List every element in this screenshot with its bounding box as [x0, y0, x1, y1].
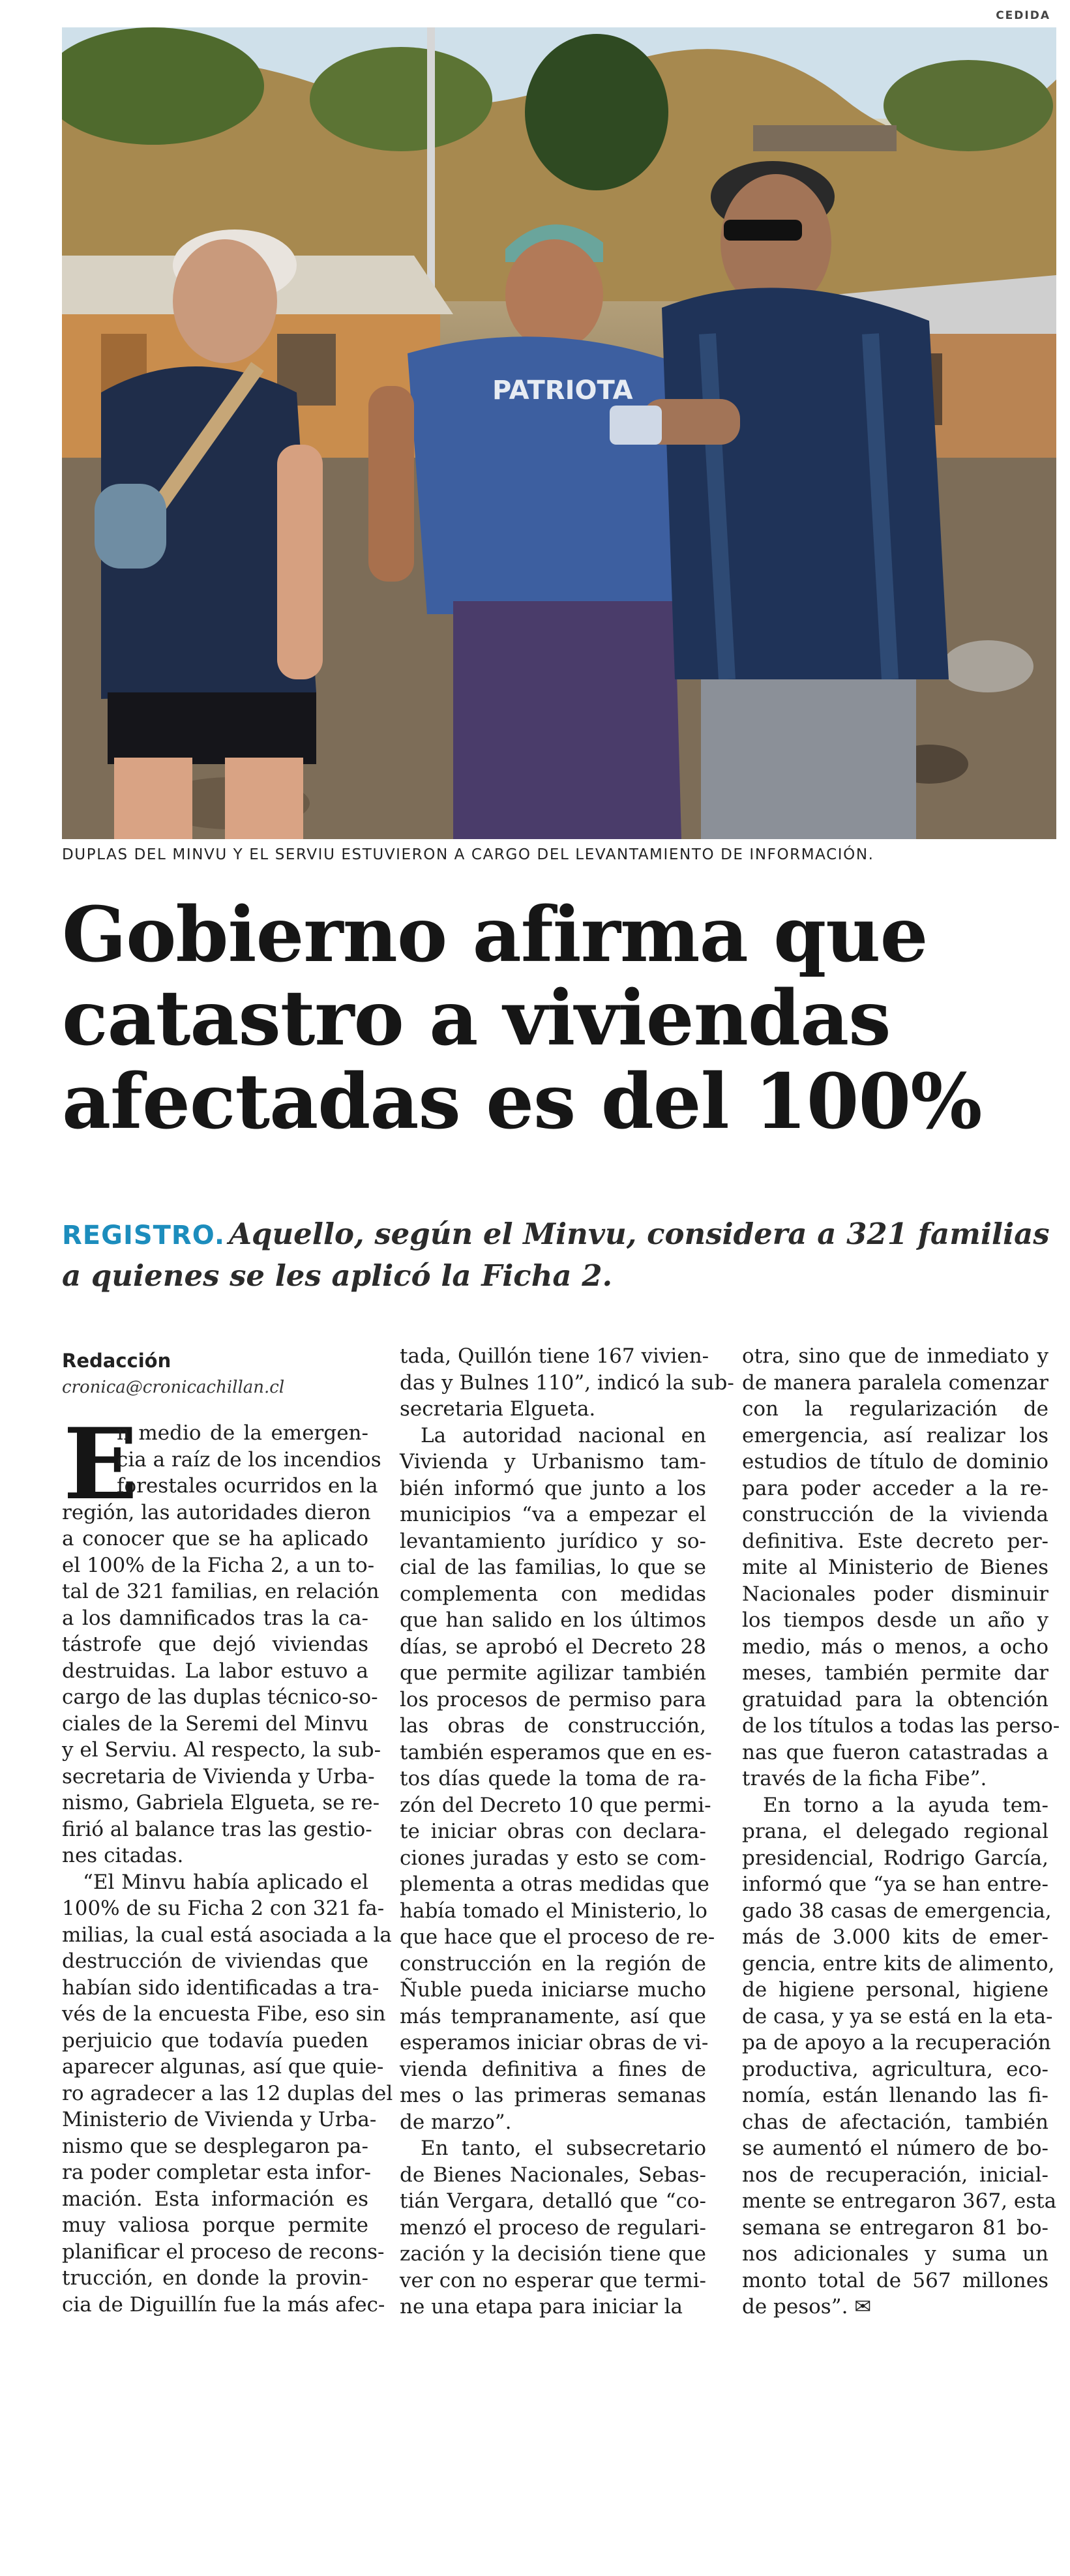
column-line: tástrofe que dejó viviendas	[62, 1633, 368, 1656]
column-line: ciales de la Seremi del Minvu	[62, 1711, 368, 1736]
column-line: bién informó que junto a los	[400, 1476, 706, 1500]
column-line: Ministerio de Vivienda y Urba-	[62, 2108, 377, 2131]
column-line: construcción en la región de	[400, 1951, 706, 1976]
headline-line: afectadas es del 100%	[62, 1058, 982, 1146]
column-line: que hace que el proceso de re-	[400, 1925, 715, 1949]
column-line: más tempranamente, así que	[400, 2004, 706, 2028]
column-line: En tanto, el subsecretario	[421, 2137, 706, 2160]
column-line: nos adicionales y suma un	[742, 2242, 1048, 2266]
column-line: chas de afectación, también	[742, 2110, 1048, 2134]
column-line: medio, más o menos, a ocho	[742, 1635, 1048, 1659]
headline-line: catastro a viviendas	[62, 974, 891, 1063]
column-line: En torno a la ayuda tem-	[763, 1793, 1048, 1817]
column-line: habían sido identificadas a tra-	[62, 1976, 379, 2000]
dropcap-letter: E	[63, 1407, 138, 1522]
column-line: muy valiosa porque permite	[62, 2213, 368, 2237]
column-line: zón del Decreto 10 que permi-	[400, 1793, 711, 1817]
column-line: nas que fueron catastradas a	[742, 1740, 1048, 1764]
column-line: de Bienes Nacionales, Sebas-	[400, 2163, 706, 2187]
column-line: través de la ficha Fibe”.	[742, 1767, 987, 1790]
author-email[interactable]: cronica@cronicachillan.cl	[62, 1378, 285, 1397]
column-line: secretaria Elgueta.	[400, 1397, 596, 1421]
column-line: otra, sino que de inmediato y	[742, 1344, 1048, 1368]
column-line: mación. Esta información es	[62, 2187, 368, 2211]
column-line: emergencia, así realizar los	[742, 1423, 1048, 1447]
column-line: presidencial, Rodrigo García,	[742, 1846, 1048, 1870]
column-line: construcción de la vivienda	[742, 1503, 1048, 1526]
column-line: definitiva. Este decreto per-	[742, 1529, 1048, 1553]
column-line: ra poder completar esta infor-	[62, 2161, 372, 2184]
article-column-1	[62, 1407, 393, 2318]
column-line: complementa con medidas	[400, 1582, 706, 1606]
column-line: las obras de construcción,	[400, 1714, 706, 1738]
column-line: gado 38 casas de emergencia,	[742, 1899, 1052, 1923]
article-headline	[62, 893, 1056, 1144]
column-line: de marzo”.	[400, 2110, 512, 2134]
column-line: mite al Ministerio de Bienes	[742, 1556, 1048, 1579]
column-line: que han salido en los últimos	[400, 1608, 706, 1632]
column-line: cial de las familias, lo que se	[400, 1556, 706, 1579]
column-line: zación y la decisión tiene que	[400, 2242, 706, 2266]
column-line: tos días quede la toma de ra-	[400, 1767, 706, 1790]
column-line: monto total de 567 millones	[742, 2268, 1048, 2292]
column-line: días, se aprobó el Decreto 28	[400, 1635, 706, 1659]
column-line: ciones juradas y esto se com-	[400, 1846, 706, 1870]
column-line: gratuidad para la obtención	[742, 1687, 1048, 1711]
column-line: 100% de su Ficha 2 con 321 fa-	[62, 1897, 385, 1920]
column-line: a conocer que se ha aplicado	[62, 1527, 368, 1550]
column-line: nes citadas.	[62, 1844, 184, 1867]
column-line: perjuicio que todavía pueden	[62, 2028, 368, 2052]
column-line: gencia, entre kits de alimento,	[742, 1951, 1055, 1976]
column-line: plementa a otras medidas que	[400, 1873, 709, 1896]
column-line: n medio de la emergen-	[117, 1421, 368, 1445]
column-line: de casa, y ya se está en la eta-	[742, 2004, 1053, 2028]
column-line: vés de la encuesta Fibe, eso sin	[62, 2002, 386, 2026]
column-line: que permite agilizar también	[400, 1661, 706, 1685]
column-line: de higiene personal, higiene	[742, 1978, 1048, 2002]
shirt-print-text: PATRIOTA	[492, 376, 633, 406]
column-line: los tiempos desde un año y	[742, 1608, 1048, 1632]
column-line: mente se entregaron 367, esta	[742, 2189, 1057, 2213]
column-line: nos de recuperación, inicial-	[742, 2163, 1048, 2187]
column-line: Nacionales poder disminuir	[742, 1582, 1048, 1606]
article-column-3	[742, 1343, 1060, 2320]
column-line: región, las autoridades dieron	[62, 1500, 371, 1524]
column-line: ver con no esperar que termi-	[400, 2268, 706, 2292]
column-line: había tomado el Ministerio, lo	[400, 1899, 707, 1923]
photo-caption: DUPLAS DEL MINVU Y EL SERVIU ESTUVIERON A CARGO DEL LEVANTAMIENTO DE INFORMACIÓN.	[62, 846, 874, 863]
dek-line: a quienes se les aplicó la Ficha 2.	[62, 1258, 613, 1293]
column-line: esperamos iniciar obras de vi-	[400, 2031, 709, 2054]
column-line: para poder acceder a la re-	[742, 1476, 1048, 1500]
column-line: prana, el delegado regional	[742, 1820, 1048, 1843]
column-line: cargo de las duplas técnico-so-	[62, 1685, 378, 1709]
column-line: planificar el proceso de recons-	[62, 2240, 385, 2264]
column-line: cia a raíz de los incendios	[117, 1447, 381, 1472]
column-line: “El Minvu había aplicado el	[83, 1870, 368, 1894]
column-line: informó que “ya se han entre-	[742, 1873, 1048, 1896]
column-line: das y Bulnes 110”, indicó la sub-	[400, 1370, 734, 1395]
column-line: te iniciar obras con declara-	[400, 1820, 706, 1843]
column-line: los procesos de permiso para	[400, 1687, 706, 1711]
column-line: secretaria de Vivienda y Urba-	[62, 1764, 375, 1788]
column-line: productiva, agricultura, eco-	[742, 2057, 1048, 2081]
column-line: aparecer algunas, así que quie-	[62, 2055, 384, 2079]
column-line: con la regularización de	[742, 1397, 1048, 1421]
column-line: ne una etapa para iniciar la	[400, 2295, 683, 2318]
column-line: más de 3.000 kits de emer-	[742, 1925, 1048, 1949]
column-line: municipios “va a empezar el	[400, 1503, 706, 1526]
column-line: La autoridad nacional en	[421, 1423, 706, 1447]
column-line: tada, Quillón tiene 167 vivien-	[400, 1344, 709, 1368]
column-line: ro agradecer a las 12 duplas del	[62, 2081, 393, 2105]
column-line: vienda definitiva a fines de	[400, 2057, 706, 2081]
column-line: semana se entregaron 81 bo-	[742, 2215, 1048, 2240]
column-line: tián Vergara, detalló que “co-	[400, 2189, 706, 2213]
column-line: meses, también permite dar	[742, 1661, 1048, 1685]
column-line: se aumentó el número de bo-	[742, 2137, 1048, 2160]
column-line: tal de 321 familias, en relación	[62, 1580, 379, 1603]
column-line: de pesos”. ✉	[742, 2295, 872, 2318]
column-line: destruidas. La labor estuvo a	[62, 1659, 368, 1683]
column-line: Ñuble pueda iniciarse mucho	[400, 1978, 706, 2002]
column-line: el 100% de la Ficha 2, a un to-	[62, 1553, 375, 1577]
column-line: cia de Diguillín fue la más afec-	[62, 2292, 385, 2317]
column-line: y el Serviu. Al respecto, la sub-	[62, 1738, 381, 1762]
column-line: milias, la cual está asociada a la	[62, 1923, 392, 1947]
column-line: menzó el proceso de regulari-	[400, 2215, 706, 2240]
column-line: nismo, Gabriela Elgueta, se re-	[62, 1791, 380, 1814]
column-line: destrucción de viviendas que	[62, 1949, 368, 1973]
column-line: nismo que se desplegaron pa-	[62, 2134, 368, 2158]
column-line: a los damnificados tras la ca-	[62, 1606, 368, 1630]
column-line: forestales ocurridos en la	[117, 1474, 378, 1498]
byline: Redacción	[62, 1350, 171, 1372]
column-line: firió al balance tras las gestio-	[62, 1817, 372, 1841]
article-dek	[62, 1214, 1056, 1296]
column-line: de manera paralela comenzar	[742, 1370, 1048, 1395]
dek-kicker: REGISTRO.	[62, 1221, 226, 1251]
column-line: nomía, están llenando las fi-	[742, 2084, 1048, 2107]
headline-line: Gobierno afirma que	[62, 891, 928, 979]
photo-credit: CEDIDA	[996, 9, 1050, 22]
column-line: pa de apoyo a la recuperación	[742, 2031, 1051, 2054]
photo-illustration	[62, 27, 1056, 839]
column-line: mes o las primeras semanas	[400, 2084, 706, 2107]
column-line: levantamiento jurídico y so-	[400, 1529, 706, 1553]
column-line: también esperamos que en es-	[400, 1740, 712, 1764]
column-line: trucción, en donde la provin-	[62, 2266, 368, 2290]
column-line: Vivienda y Urbanismo tam-	[400, 1450, 706, 1473]
column-line: estudios de título de dominio	[742, 1450, 1048, 1473]
article-photo	[62, 27, 1056, 839]
article-column-2	[400, 1343, 734, 2320]
column-line: de los títulos a todas las perso-	[742, 1714, 1060, 1738]
dek-line: Aquello, según el Minvu, considera a 321 familias	[229, 1217, 1050, 1251]
